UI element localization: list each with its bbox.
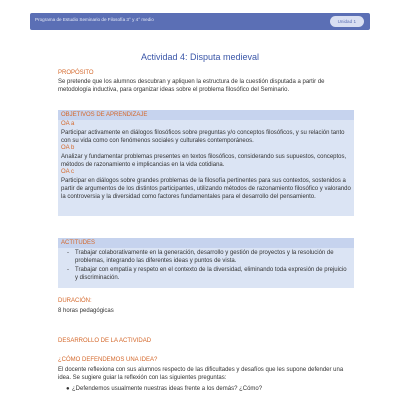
oa-label: OA a	[61, 121, 75, 127]
oa-text: Participar en diálogos sobre grandes problemas de la filosofía pertinentes para sus contextos, sostenidos a partir de argumentos de los distintos participantes, utilizando métodos de razonamiento filosófico y valorando la controversia y la diversidad como factores fundamentales para el desarrollo del pensamiento.	[61, 178, 351, 200]
objetivos-box	[58, 110, 354, 216]
oa-text: Analizar y fundamentar problemas presentes en textos filosóficos, considerando sus supuestos, conceptos, métodos de razonamiento e implicancias en la vida cotidiana.	[61, 154, 347, 168]
proposito-heading: PROPÓSITO	[58, 70, 94, 76]
desarrollo-heading: DESARROLLO DE LA ACTIVIDAD	[58, 338, 152, 344]
actitudes-header	[58, 238, 354, 248]
objetivos-header	[58, 110, 354, 120]
objetivos-heading: OBJETIVOS DE APRENDIZAJE	[61, 112, 148, 118]
unit-badge: Unidad 1	[330, 16, 364, 27]
duracion-heading: DURACIÓN:	[58, 298, 92, 304]
oa-label: OA c	[61, 169, 75, 175]
desarrollo-bullet: ¿Defendemos usualmente nuestras ideas frente a los demás? ¿Cómo?	[72, 386, 263, 392]
actitudes-box	[58, 238, 354, 288]
desarrollo-text: El docente reflexiona con sus alumnos respecto de las dificultades y desafíos que les supone defender una idea. Se sugiere guiar la reflexión con las siguientes preguntas:	[58, 367, 344, 381]
oa-text: Participar activamente en diálogos filosóficos sobre preguntas y/o conceptos filosóficos, y su relación tanto con su vida como con fenómenos sociales y culturales contemporáneos.	[61, 130, 345, 144]
page-header	[30, 13, 370, 30]
proposito-text: Se pretende que los alumnos descubran y apliquen la estructura de la cuestión disputada a partir de metodología inductiva, para organizar ideas sobre el problema filosófico del Seminario.	[58, 79, 325, 93]
bullet-dot-icon: ●	[66, 386, 70, 392]
actitud-item: - Trabajar con empatía y respeto en el contexto de la diversidad, eliminando toda expresión de prejuicio y discriminación.	[61, 266, 351, 282]
oa-label: OA b	[61, 145, 75, 151]
actitud-item: - Trabajar colaborativamente en la generación, desarrollo y gestión de proyectos y la resolución de problemas, integrando las diferentes ideas y puntos de vista.	[61, 249, 351, 265]
activity-title: Actividad 4: Disputa medieval	[140, 52, 260, 62]
program-name: Programa de Estudio Seminario de Filosofía 3° y 4° medio	[35, 17, 154, 22]
actitudes-heading: ACTITUDES	[61, 240, 96, 246]
actitudes-list	[61, 249, 351, 283]
duracion-text: 8 horas pedagógicas	[58, 308, 114, 314]
desarrollo-subheading: ¿CÓMO DEFENDEMOS UNA IDEA?	[58, 357, 158, 363]
